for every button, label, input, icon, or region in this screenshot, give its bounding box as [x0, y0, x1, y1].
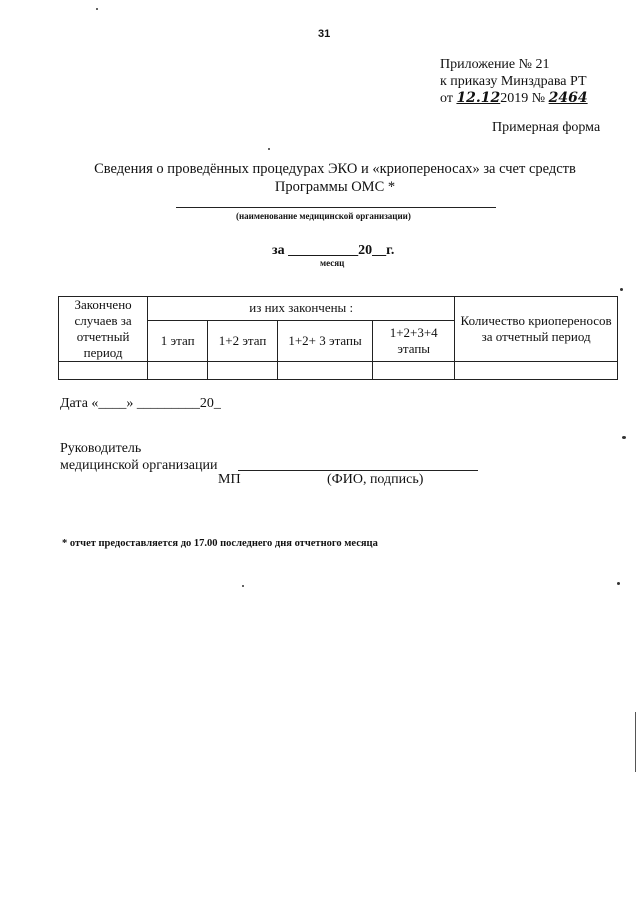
head-of-organization-label [60, 440, 217, 474]
table-cell [373, 362, 455, 380]
scan-speck [622, 436, 626, 439]
head-label-line-2: медицинской организации [60, 458, 218, 473]
report-table [58, 296, 618, 380]
org-name-caption: (наименование медицинской организации) [236, 211, 411, 221]
form-type-label: Примерная форма [492, 120, 601, 135]
scan-speck [617, 582, 620, 585]
stamp-place-label: МП [218, 472, 241, 487]
head-label-line-1: Руководитель [60, 441, 142, 456]
scan-speck [242, 585, 244, 587]
table-cell [59, 362, 148, 380]
scan-speck [96, 8, 98, 10]
header-completed: Закончено случаев за отчетный период [59, 297, 148, 362]
footnote: * отчет предоставляется до 17.00 последнего дня отчетного месяца [62, 538, 378, 549]
signature-line [238, 470, 478, 471]
org-name-line [176, 207, 496, 208]
header-of-them: из них закончены : [148, 297, 455, 321]
table-cell [455, 362, 618, 380]
header-stage-3: 1+2+ 3 этапы [277, 320, 372, 361]
scan-edge-line [635, 712, 636, 772]
handwritten-date: 12.12 [456, 90, 501, 106]
table-cell [208, 362, 278, 380]
title-line-1: Сведения о проведённых процедурах ЭКО и «криопереносах» за счет средств [94, 161, 576, 177]
date-line: Дата «____» _________20_ [60, 396, 221, 411]
month-line: за __________20__г. [272, 243, 395, 258]
header-stage-2: 1+2 этап [208, 320, 278, 361]
table-cell [148, 362, 208, 380]
header-stage-4: 1+2+3+4 этапы [373, 320, 455, 361]
month-caption: месяц [320, 258, 345, 268]
appendix-line-2: к приказу Минздрава РТ [440, 74, 587, 89]
page-number: 31 [318, 28, 331, 40]
appendix-line-3 [440, 90, 588, 107]
table-cell [277, 362, 372, 380]
document-title [70, 160, 600, 196]
scan-speck [268, 148, 270, 150]
scan-speck [620, 288, 623, 291]
appendix-from-label: от [440, 91, 453, 106]
name-signature-caption: (ФИО, подпись) [327, 472, 424, 487]
appendix-header [440, 56, 588, 107]
appendix-year: 2019 № [500, 91, 546, 106]
appendix-line-1: Приложение № 21 [440, 57, 550, 72]
header-stage-1: 1 этап [148, 320, 208, 361]
handwritten-order-number: 2464 [548, 90, 588, 106]
header-cryo: Количество криопереносов за отчетный период [455, 297, 618, 362]
title-line-2: Программы ОМС * [274, 179, 396, 195]
